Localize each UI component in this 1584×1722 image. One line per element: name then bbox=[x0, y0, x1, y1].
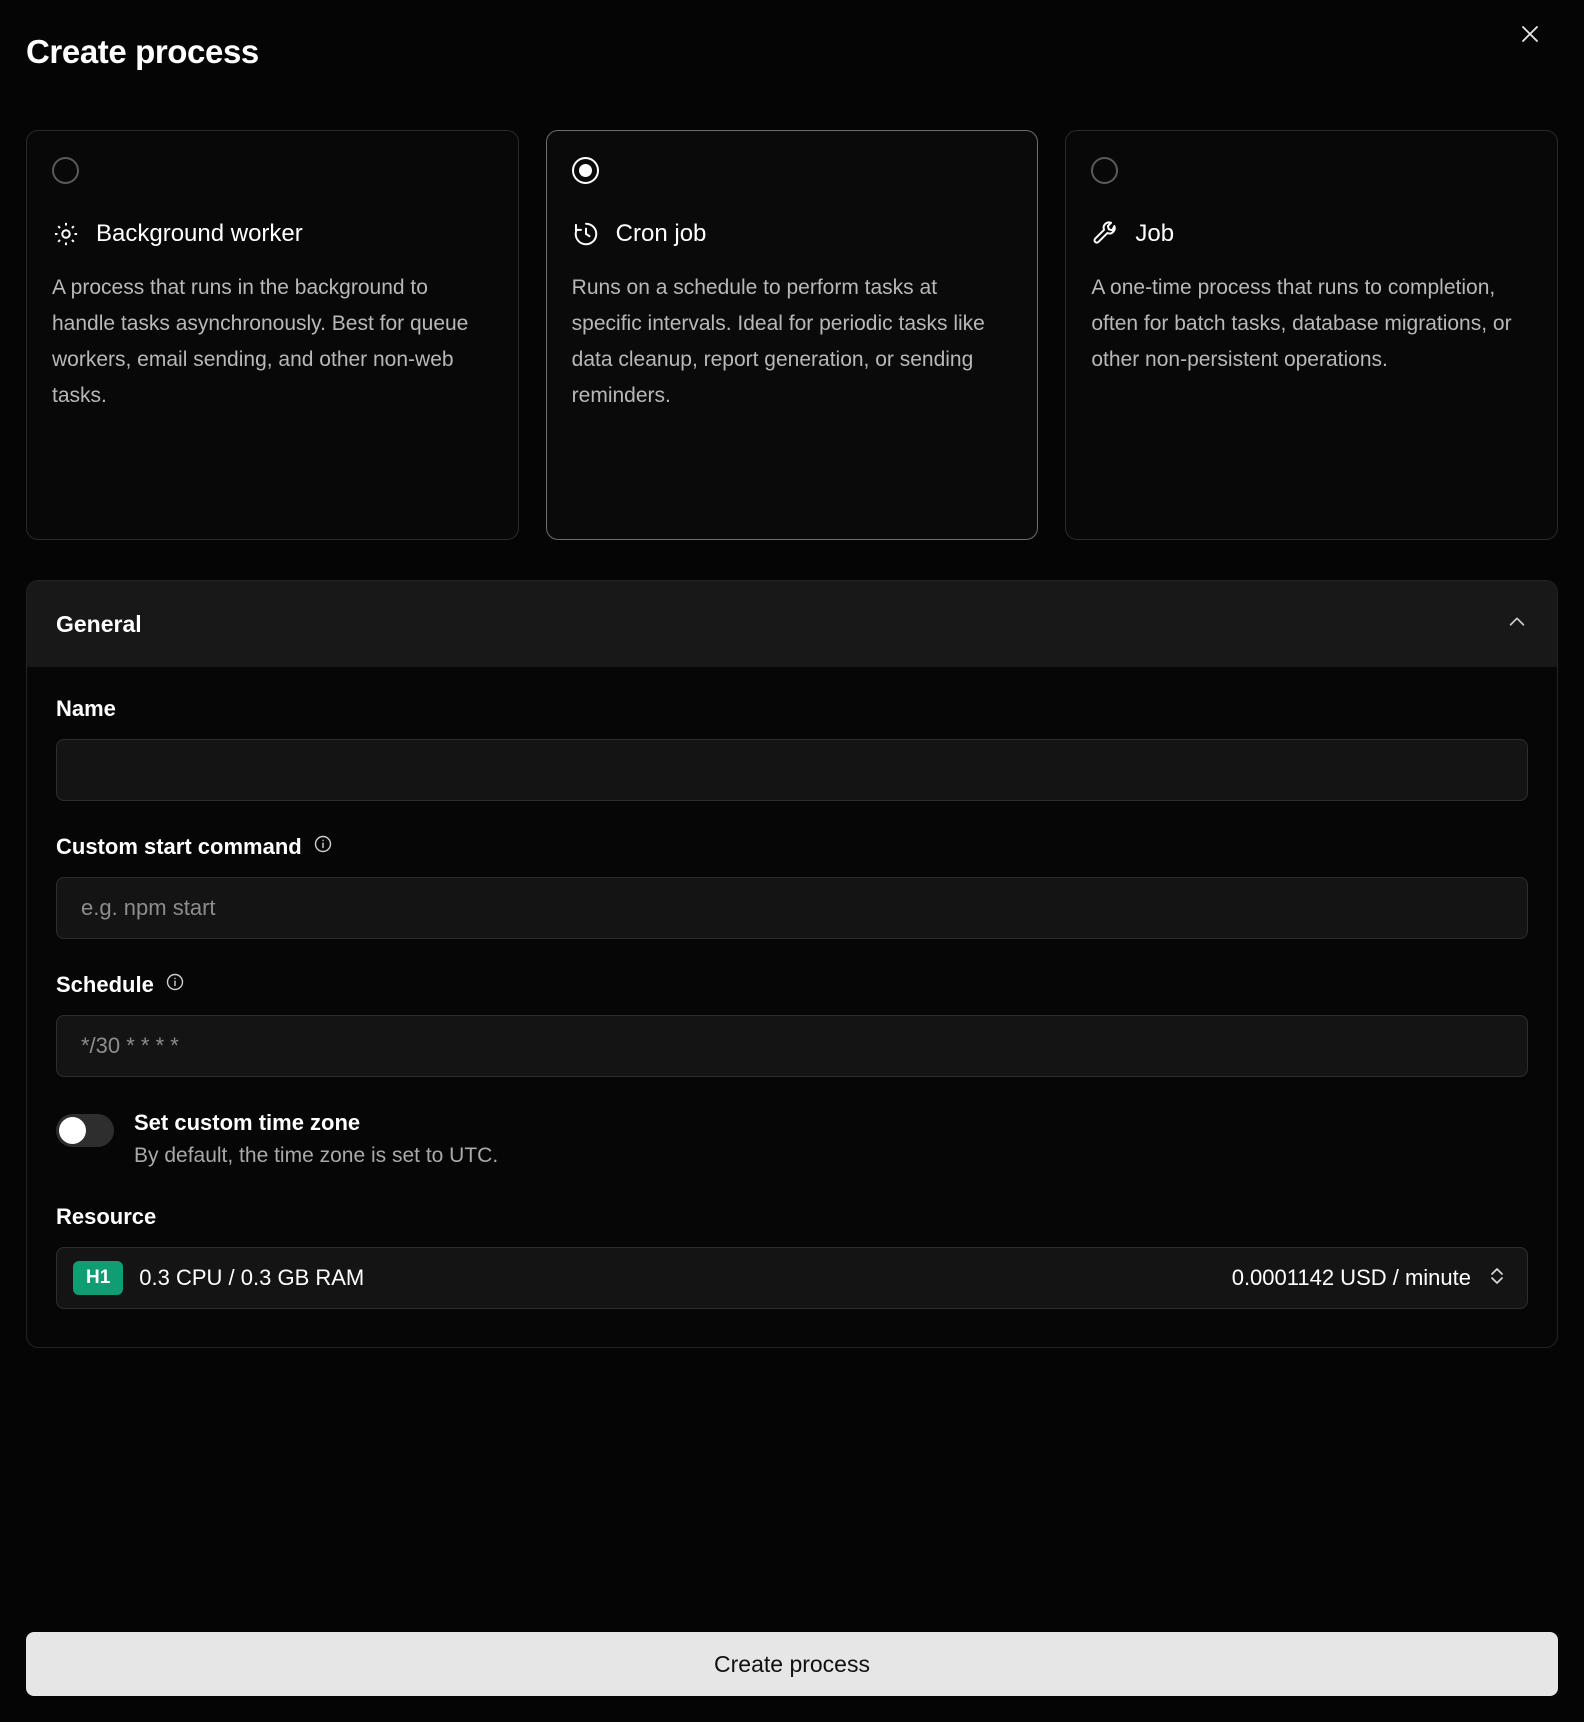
card-description: Runs on a schedule to perform tasks at specific intervals. Ideal for periodic tasks like data cleanup, report generation, or sending reminders. bbox=[571, 276, 985, 408]
clock-icon bbox=[572, 220, 600, 248]
resource-price: 0.0001142 USD / minute bbox=[1231, 1265, 1471, 1290]
schedule-group bbox=[56, 972, 1528, 1077]
resource-spec: 0.3 CPU / 0.3 GB RAM bbox=[139, 1265, 365, 1290]
radio-cron-job[interactable] bbox=[572, 157, 599, 184]
page-title: Create process bbox=[26, 33, 259, 70]
card-description: A process that runs in the background to handle tasks asynchronously. Best for queue workers, email sending, and other non-web tasks. bbox=[52, 276, 469, 408]
resource-label-text: Resource bbox=[56, 1204, 157, 1229]
custom-start-command-input[interactable] bbox=[56, 877, 1528, 939]
schedule-label-text: Schedule bbox=[56, 972, 154, 997]
name-field-group bbox=[56, 696, 1528, 801]
gear-icon bbox=[52, 220, 80, 248]
custom-time-zone-description: By default, the time zone is set to UTC. bbox=[134, 1144, 499, 1167]
custom-start-command-label-text: Custom start command bbox=[56, 834, 302, 859]
name-label-text: Name bbox=[56, 696, 116, 721]
process-type-card-background-worker[interactable] bbox=[26, 130, 519, 540]
wrench-icon bbox=[1091, 220, 1119, 248]
up-down-chevron-icon[interactable] bbox=[1487, 1264, 1507, 1293]
card-description: A one-time process that runs to completion, often for batch tasks, database migrations, or other non-persistent operations. bbox=[1091, 276, 1512, 372]
general-section-title: General bbox=[56, 610, 142, 637]
schedule-label bbox=[56, 972, 1528, 998]
resource-select[interactable] bbox=[56, 1247, 1528, 1309]
toggle-knob bbox=[59, 1117, 86, 1144]
general-panel-body bbox=[27, 667, 1557, 1347]
close-icon[interactable] bbox=[1510, 14, 1550, 54]
radio-job[interactable] bbox=[1091, 157, 1118, 184]
info-icon[interactable] bbox=[313, 834, 333, 860]
custom-start-command-group bbox=[56, 834, 1528, 939]
process-type-card-job[interactable] bbox=[1065, 130, 1558, 540]
card-heading bbox=[572, 220, 1013, 248]
create-process-button[interactable]: Create process bbox=[26, 1632, 1558, 1696]
custom-time-zone-row bbox=[56, 1110, 1528, 1168]
custom-time-zone-texts bbox=[134, 1110, 498, 1168]
process-type-cards bbox=[26, 130, 1558, 540]
dialog-footer bbox=[26, 1632, 1558, 1722]
chevron-up-icon[interactable] bbox=[1506, 611, 1528, 638]
schedule-input[interactable] bbox=[56, 1015, 1528, 1077]
card-title: Job bbox=[1135, 220, 1175, 247]
process-type-card-cron-job[interactable] bbox=[546, 130, 1039, 540]
status-badge: H1 bbox=[73, 1261, 123, 1295]
resource-group bbox=[56, 1204, 1528, 1309]
info-icon[interactable] bbox=[165, 972, 185, 998]
card-heading bbox=[52, 220, 493, 248]
name-label bbox=[56, 696, 1528, 722]
card-title: Background worker bbox=[96, 220, 303, 247]
general-panel-header[interactable] bbox=[27, 581, 1557, 667]
name-input[interactable] bbox=[56, 739, 1528, 801]
custom-time-zone-label: Set custom time zone bbox=[134, 1110, 361, 1135]
general-panel bbox=[26, 580, 1558, 1348]
custom-time-zone-toggle[interactable] bbox=[56, 1114, 114, 1147]
card-heading bbox=[1091, 220, 1532, 248]
dialog-header bbox=[26, 0, 1558, 104]
card-title: Cron job bbox=[615, 220, 707, 247]
custom-start-command-label bbox=[56, 834, 1528, 860]
resource-label bbox=[56, 1204, 1528, 1230]
radio-background-worker[interactable] bbox=[52, 157, 79, 184]
